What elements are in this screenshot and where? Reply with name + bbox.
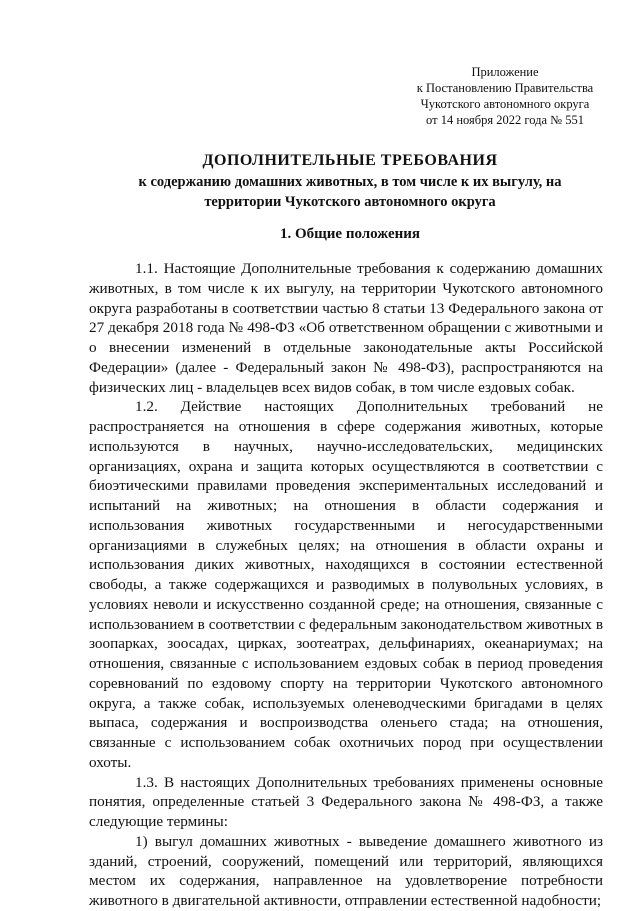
section-heading: 1. Общие положения [279,226,421,242]
title-sub-line-2: территории Чукотского автономного округа [204,194,496,210]
appendix-header [395,64,615,128]
appendix-label: Приложение [471,65,539,79]
appendix-decree-ref: к Постановлению Правительства [416,81,594,95]
appendix-date-number: от 14 ноября 2022 года № 551 [426,113,584,127]
paragraph-1-1: 1.1. Настоящие Дополнительные требования к содержанию домашних животных, в том числе к их выгулу, на территории Чукотского автономного округа разработаны в соответствии частью 8 статьи 13 Федерального закона от 27 декабря 2018 года № 498-ФЗ «Об ответственном обращении с животными и о внесении изменений в отдельные законодательные акты Российской Федерации» (далее - Федеральный закон № 498-ФЗ), распространяются на физических лиц - владельцев всех видов собак, в том числе ездовых собак. [89,260,603,396]
paragraph-1-3-item-1: 1) выгул домашних животных - выведение домашнего животного из зданий, строений, сооружений, помещений или территорий, являющихся местом их содержания, направленное на удовлетворение потребности животного в двигательной активности, отправлении естественной надобности; [89,832,603,909]
title-sub-line-1: к содержанию домашних животных, в том числе к их выгулу, на [138,174,562,190]
appendix-region: Чукотского автономного округа [420,97,590,111]
document-body [89,259,603,911]
title-main: ДОПОЛНИТЕЛЬНЫЕ ТРЕБОВАНИЯ [202,152,498,169]
paragraph-1-2: 1.2. Действие настоящих Дополнительных требований не распространяется на отношения в сфере содержания животных, которые используются в научных, научно-исследовательских, медицинских организациях, охрана и защита которых осуществляются в соответствии с биоэтическими правилами проведения экспериментальных исследований и испытаний на животных; на отношения в области содержания и использования животных государственными и негосударственными организациями в служебных целях; на отношения в области охраны и использования диких животных, находящихся в состоянии естественной свободы, а также содержащихся и разводимых в полувольных условиях, в условиях неволи и искусственно созданной среде; на отношения, связанные с использованием в соответствии с федеральным законодательством животных в зоопарках, зоосадах, цирках, зоотеатрах, дельфинариях, океанариумах; на отношения, связанные с использованием ездовых собак в период проведения соревнований по ездовому спорту на территории Чукотского автономного округа, а также собак, используемых оленеводческими бригадами в целях выпаса, содержания и воспроизводства оленьего стада; на отношения, связанные с использованием собак охотничьих пород при осуществлении охоты. [89,398,603,771]
paragraph-1-3: 1.3. В настоящих Дополнительных требованиях применены основные понятия, определенные статьей 3 Федерального закона № 498-ФЗ, а также следующие термины: [89,773,603,830]
document-title [90,150,610,212]
